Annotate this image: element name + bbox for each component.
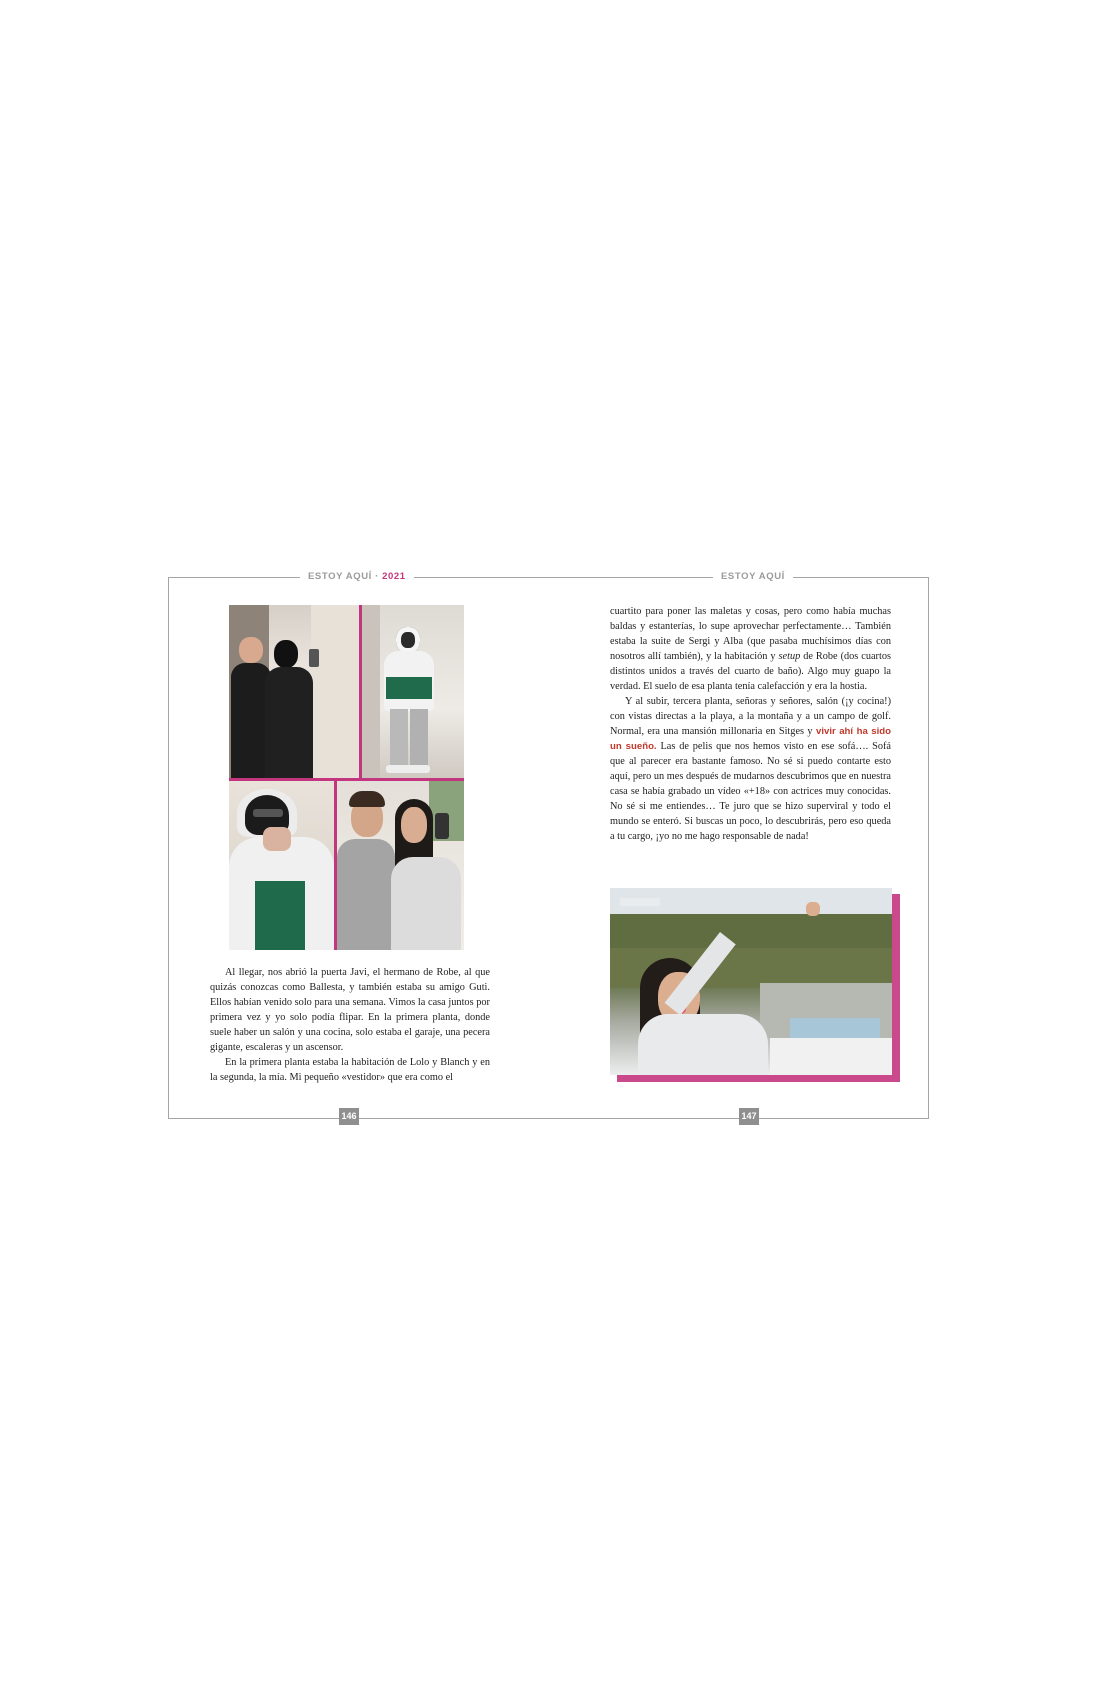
right-running-header: [713, 570, 793, 584]
right-p2-part-a: Y al subir, tercera planta, señoras y señores, salón (¡y cocina!) con vistas directas a la playa, a la montaña y a un campo de golf. Normal, era una mansión millonaria en Sitges y: [610, 696, 891, 737]
left-header-year: 2021: [382, 571, 406, 582]
photo-two-people-mirror-selfie: [229, 605, 359, 778]
right-page-number: 147: [739, 1108, 759, 1125]
photo-person-white-jacket: [362, 605, 464, 778]
left-running-header: [300, 570, 414, 584]
left-page-number: 146: [339, 1108, 359, 1125]
right-paragraph-2: [610, 694, 891, 844]
left-header-separator: ·: [371, 571, 383, 582]
left-header-title: ESTOY AQUÍ: [308, 571, 372, 582]
right-p1-part-b: de Robe (dos cuartos distintos unidos a través del cuarto de baño). Algo muy guapo la verdad. El suelo de esa planta tenía calefacción y era la hostia.: [610, 651, 892, 692]
right-header-title: ESTOY AQUÍ: [721, 571, 785, 582]
right-body-text: [610, 604, 891, 844]
left-paragraph-2: En la primera planta estaba la habitación de Lolo y Blanch y en la segunda, la mía. Mi pequeño «vestidor» que era como el: [210, 1057, 490, 1083]
right-p1-italic: setup: [778, 651, 801, 662]
photo-masked-person-hood: [229, 781, 334, 950]
left-paragraph-1: Al llegar, nos abrió la puerta Javi, el hermano de Robe, al que quizás conozcas como Ballesta, y también estaba su amigo Guti. Ellos habían venido solo para una semana. Vimos la casa juntos por primera vez y yo solo podía flipar. En la primera planta, donde suele haber un salón y una cocina, solo estaba el garaje, una pecera gigante, escaleras y un ascensor.: [210, 967, 490, 1053]
photo-girl-balcony-selfie: [610, 888, 892, 1075]
photo-couple-mirror-selfie: [337, 781, 464, 950]
right-p2-highlight: vivir ahí ha sido un sueño.: [610, 726, 891, 752]
right-paragraph-1: [610, 604, 891, 694]
left-body-text: [210, 965, 490, 1085]
right-p1-part-a: cuartito para poner las maletas y cosas, pero como había muchas baldas y estanterías, lo supe aprovechar perfectamente… También estaba la suite de Sergi y Alba (que pasaba muchísimos días con nosotros allí también), y la habitación y: [610, 606, 891, 662]
right-p2-part-b: Las de pelis que nos hemos visto en ese sofá…. Sofá que al parecer era bastante famoso. No sé si puedo contarte esto aquí, pero un mes después de mudarnos descubrimos que en nuestra casa se había grabado un vídeo «+18» con actrices muy conocidas. No sé si me entiendes… Te juro que se hizo superviral y todo el mundo se enteró. Si buscas un poco, lo descubrirás, pero eso queda a tu cargo, ¡yo no me hago responsable de nada!: [610, 741, 891, 842]
